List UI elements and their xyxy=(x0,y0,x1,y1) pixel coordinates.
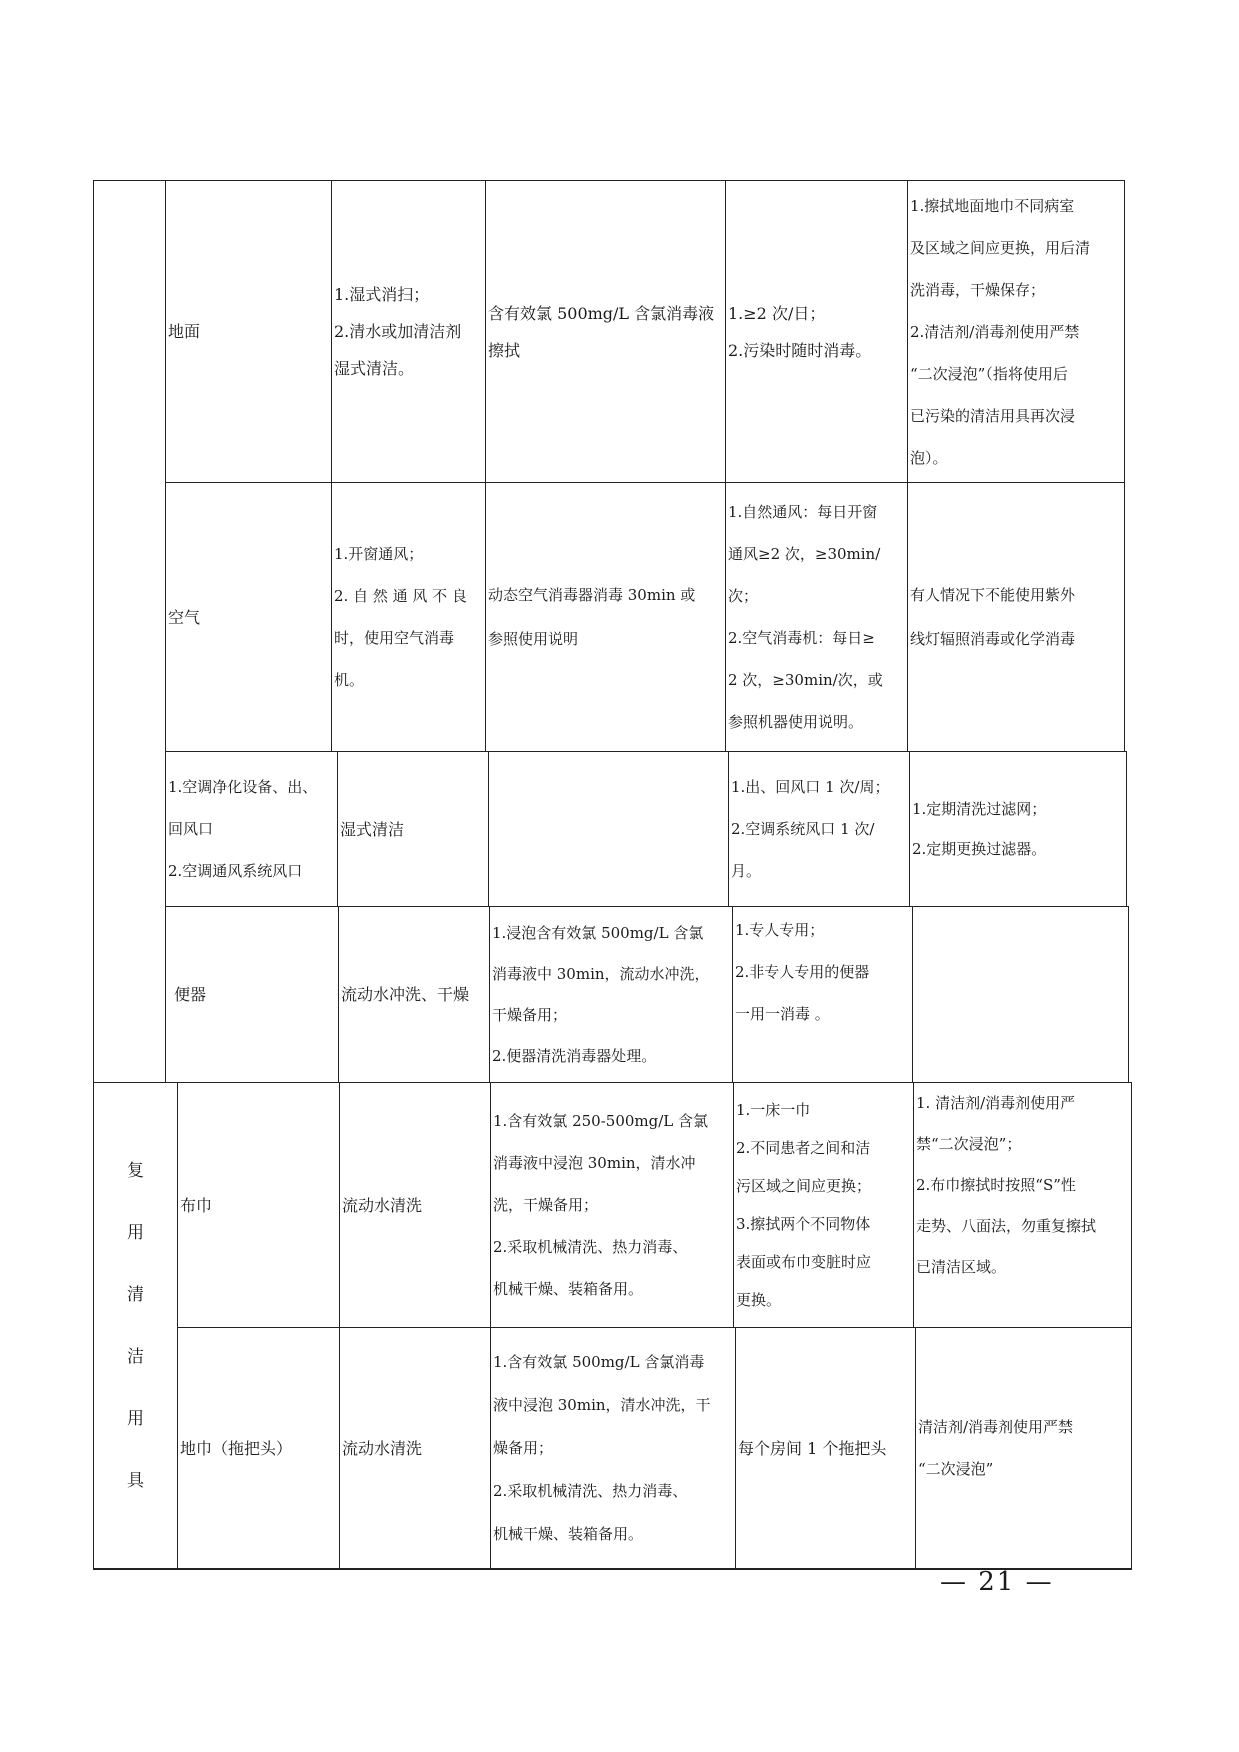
disinfectant-line: 1.含有效氯 250-500mg/L 含氯 xyxy=(493,1112,709,1130)
notes-line: 禁“二次浸泡”； xyxy=(916,1135,1022,1153)
disinfectant-line: 液中浸泡 30min，清水冲洗，干 xyxy=(493,1395,711,1414)
method-line: 湿式清洁 xyxy=(340,819,405,839)
object-line: 回风口 xyxy=(168,820,214,838)
frequency-line: 1.一床一巾 xyxy=(736,1101,811,1119)
row-air-notes xyxy=(908,483,1124,751)
row-air-frequency xyxy=(726,483,906,751)
disinfectant-line: 2.采取机械清洗、热力消毒、 xyxy=(493,1238,688,1256)
row-ac-notes xyxy=(910,752,1126,906)
method-line: 流动水清洗 xyxy=(342,1438,423,1458)
row-cloth-notes xyxy=(914,1083,1131,1327)
notes-line: 1.定期清洗过滤网； xyxy=(912,800,1047,818)
row-bedpan-object xyxy=(172,907,337,1082)
row-ac-object xyxy=(166,752,336,906)
frequency-line: 月。 xyxy=(731,862,762,880)
row-air-disinfectant xyxy=(486,483,724,751)
notes-line: 1. 清洁剂/消毒剂使用严 xyxy=(916,1094,1076,1112)
frequency-line: 1.≥2 次/日； xyxy=(728,303,826,323)
category-reuse-cleaning-tools xyxy=(94,1083,177,1568)
table-border-right xyxy=(1124,180,1125,751)
frequency-line: 参照机器使用说明。 xyxy=(728,713,864,731)
frequency-line: 2.不同患者之间和洁 xyxy=(736,1139,871,1157)
frequency-line: 1.专人专用； xyxy=(735,921,825,939)
row-air-object xyxy=(166,483,330,751)
frequency-line: 1.自然通风：每日开窗 xyxy=(728,503,878,521)
method-line: 流动水冲洗、干燥 xyxy=(341,985,470,1004)
frequency-line: 通风≥2 次，≥30min/ xyxy=(728,545,881,563)
row-cloth-disinfectant xyxy=(491,1083,732,1327)
row-ac-disinfectant xyxy=(489,752,727,906)
object-label: 地面 xyxy=(168,322,201,341)
row-cloth-frequency xyxy=(734,1083,912,1327)
row-cloth-method xyxy=(340,1083,489,1327)
row-mop-object xyxy=(178,1328,338,1568)
method-line: 1.湿式消扫； xyxy=(334,285,430,304)
notes-line: 有人情况下不能使用紫外 xyxy=(910,586,1076,604)
row-bedpan-notes xyxy=(913,907,1128,1082)
frequency-line: 更换。 xyxy=(736,1291,782,1309)
row-mop-method xyxy=(340,1328,489,1568)
notes-line: 泡）。 xyxy=(910,448,948,467)
row-mop-disinfectant xyxy=(491,1328,734,1568)
frequency-line: 2.污染时随时消毒。 xyxy=(728,340,872,360)
notes-line: 2.定期更换过滤器。 xyxy=(912,840,1047,858)
row-ac-frequency xyxy=(729,752,909,906)
disinfectant-line: 2.便器清洗消毒器处理。 xyxy=(492,1046,657,1065)
object-line: 1.空调净化设备、出、 xyxy=(168,778,318,796)
notes-line: “二次浸泡”（指将使用后 xyxy=(910,364,1068,383)
category-char: 用 xyxy=(127,1222,144,1243)
frequency-line: 3.擦拭两个不同物体 xyxy=(736,1215,871,1233)
frequency-line: 1.出、回风口 1 次/周； xyxy=(731,778,890,796)
row-floor-disinfectant xyxy=(486,181,724,482)
disinfectant-line: 参照使用说明 xyxy=(488,630,579,648)
category-char: 用 xyxy=(127,1408,144,1429)
frequency-line: 每个房间 1 个拖把头 xyxy=(738,1438,887,1458)
disinfectant-line: 动态空气消毒器消毒 30min 或 xyxy=(488,586,696,604)
object-label: 便器 xyxy=(174,985,207,1004)
disinfectant-line: 燥备用； xyxy=(493,1438,554,1457)
object-label: 地巾（拖把头） xyxy=(180,1438,293,1458)
method-line: 湿式清洁。 xyxy=(334,359,415,378)
notes-line: 1.擦拭地面地巾不同病室 xyxy=(910,196,1075,215)
category-char: 复 xyxy=(127,1160,144,1181)
row-floor-method xyxy=(332,181,484,482)
disinfectant-line: 消毒液中浸泡 30min，清水冲 xyxy=(493,1154,696,1172)
method-line: 流动水清洗 xyxy=(342,1195,423,1215)
object-line: 2.空调通风系统风口 xyxy=(168,862,303,880)
page-number: — 21 — xyxy=(940,1567,1054,1597)
frequency-line: 2 次，≥30min/次，或 xyxy=(728,671,883,689)
row-floor-object xyxy=(166,181,330,482)
frequency-line: 2.空气消毒机：每日≥ xyxy=(728,629,875,647)
category-char: 清 xyxy=(127,1284,144,1305)
method-line: 2.清水或加清洁剂 xyxy=(334,322,462,341)
disinfectant-line: 2.采取机械清洗、热力消毒、 xyxy=(493,1481,688,1500)
disinfectant-line: 机械干燥、装箱备用。 xyxy=(493,1524,644,1543)
row-mop-frequency xyxy=(736,1328,914,1568)
disinfectant-line: 1.含有效氯 500mg/L 含氯消毒 xyxy=(493,1352,705,1371)
frequency-line: 2.非专人专用的便器 xyxy=(735,963,870,981)
object-label: 布巾 xyxy=(180,1195,213,1215)
method-line: 1.开窗通风； xyxy=(334,545,424,563)
category-char: 具 xyxy=(127,1470,144,1491)
table-border-right xyxy=(1131,1082,1132,1569)
notes-line: 已污染的清洁用具再次浸 xyxy=(910,406,1076,425)
row-ac-method xyxy=(338,752,488,906)
method-line: 时，使用空气消毒 xyxy=(334,629,455,647)
table-border-right xyxy=(1126,751,1127,906)
row-floor-frequency xyxy=(726,181,906,482)
disinfectant-line: 消毒液中 30min，流动水冲洗， xyxy=(492,964,710,983)
disinfectant-line: 1.浸泡含有效氯 500mg/L 含氯 xyxy=(492,923,704,942)
notes-line: 清洁剂/消毒剂使用严禁 xyxy=(918,1418,1074,1436)
row-cloth-object xyxy=(178,1083,338,1327)
disinfectant-line: 擦拭 xyxy=(488,340,521,360)
method-line: 2. 自 然 通 风 不 良 xyxy=(334,587,467,605)
category-char: 洁 xyxy=(127,1346,144,1367)
row-mop-notes xyxy=(916,1328,1131,1568)
notes-line: 2.清洁剂/消毒剂使用严禁 xyxy=(910,322,1080,341)
frequency-line: 一用一消毒 。 xyxy=(735,1005,830,1023)
disinfectant-line: 含有效氯 500mg/L 含氯消毒液 xyxy=(488,303,715,323)
frequency-line: 次； xyxy=(728,587,759,605)
row-air-method xyxy=(332,483,484,751)
row-bedpan-frequency xyxy=(733,907,911,1082)
frequency-line: 污区域之间应更换； xyxy=(736,1177,872,1195)
disinfectant-line: 机械干燥、装箱备用。 xyxy=(493,1280,644,1298)
disinfectant-line: 洗，干燥备用； xyxy=(493,1196,599,1214)
notes-line: 已清洁区域。 xyxy=(916,1258,1007,1276)
notes-line: 走势、八面法，勿重复擦拭 xyxy=(916,1217,1097,1235)
notes-line: 2.布巾擦拭时按照“S”性 xyxy=(916,1176,1076,1194)
object-label: 空气 xyxy=(168,607,201,627)
row-bedpan-disinfectant xyxy=(490,907,731,1082)
row-floor-notes xyxy=(908,181,1124,482)
notes-line: “二次浸泡” xyxy=(918,1460,994,1478)
notes-line: 线灯辐照消毒或化学消毒 xyxy=(910,630,1076,648)
row-bedpan-method xyxy=(339,907,489,1082)
disinfectant-line: 干燥备用； xyxy=(492,1005,568,1024)
method-line: 机。 xyxy=(334,671,365,689)
notes-line: 及区域之间应更换，用后清 xyxy=(910,238,1091,257)
frequency-line: 2.空调系统风口 1 次/ xyxy=(731,820,875,838)
notes-line: 洗消毒，干燥保存； xyxy=(910,280,1046,299)
frequency-line: 表面或布巾变脏时应 xyxy=(736,1253,872,1271)
table-border-right xyxy=(1128,906,1129,1082)
